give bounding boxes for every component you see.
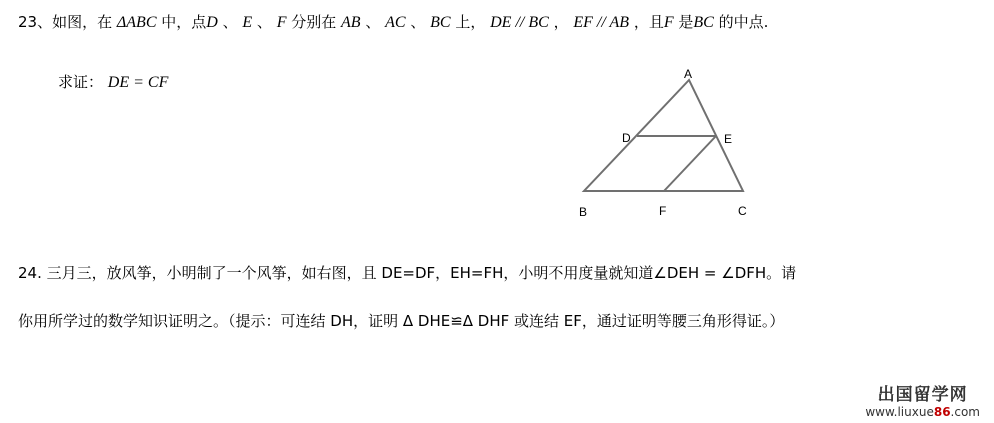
label-b: B (579, 205, 588, 219)
prove-expression: DE = CF (107, 74, 169, 91)
parallel-de-bc: DE // BC (490, 14, 549, 31)
label-d: D (622, 131, 631, 145)
label-a: A (684, 67, 693, 81)
triangle-abc: ΔABC (116, 14, 157, 31)
watermark-url: www.liuxue86.com (865, 405, 980, 419)
segment-ef (664, 136, 716, 191)
parallel-ef-ab: EF // AB (573, 14, 630, 31)
triangle-figure (560, 60, 760, 225)
prove-statement (58, 71, 168, 92)
problem-23-statement: 23、如图，在 ΔABC 中，点D 、 E 、 F 分别在 AB 、 AC 、 BC 上， DE // BC ， EF // AB ，且F 是BC 的中点. (18, 13, 769, 31)
watermark-site-name: 出国留学网 (877, 385, 968, 405)
problem-24-line-2: 你用所学过的数学知识证明之。（提示：可连结 DH，证明 Δ DHE≌Δ DHF 或连结 EF，通过证明等腰三角形得证。） (18, 312, 785, 330)
problem-number: 23、 (18, 13, 53, 31)
watermark (865, 380, 980, 419)
label-f: F (659, 204, 667, 218)
label-c: C (738, 204, 747, 218)
prove-label: 求证： (58, 73, 104, 91)
label-e: E (724, 132, 733, 146)
problem-24-line-1: 24. 三月三，放风筝，小明制了一个风筝，如右图，且 DE=DF，EH=FH，小明不用度量就知道∠DEH = ∠DFH。请 (18, 264, 797, 282)
